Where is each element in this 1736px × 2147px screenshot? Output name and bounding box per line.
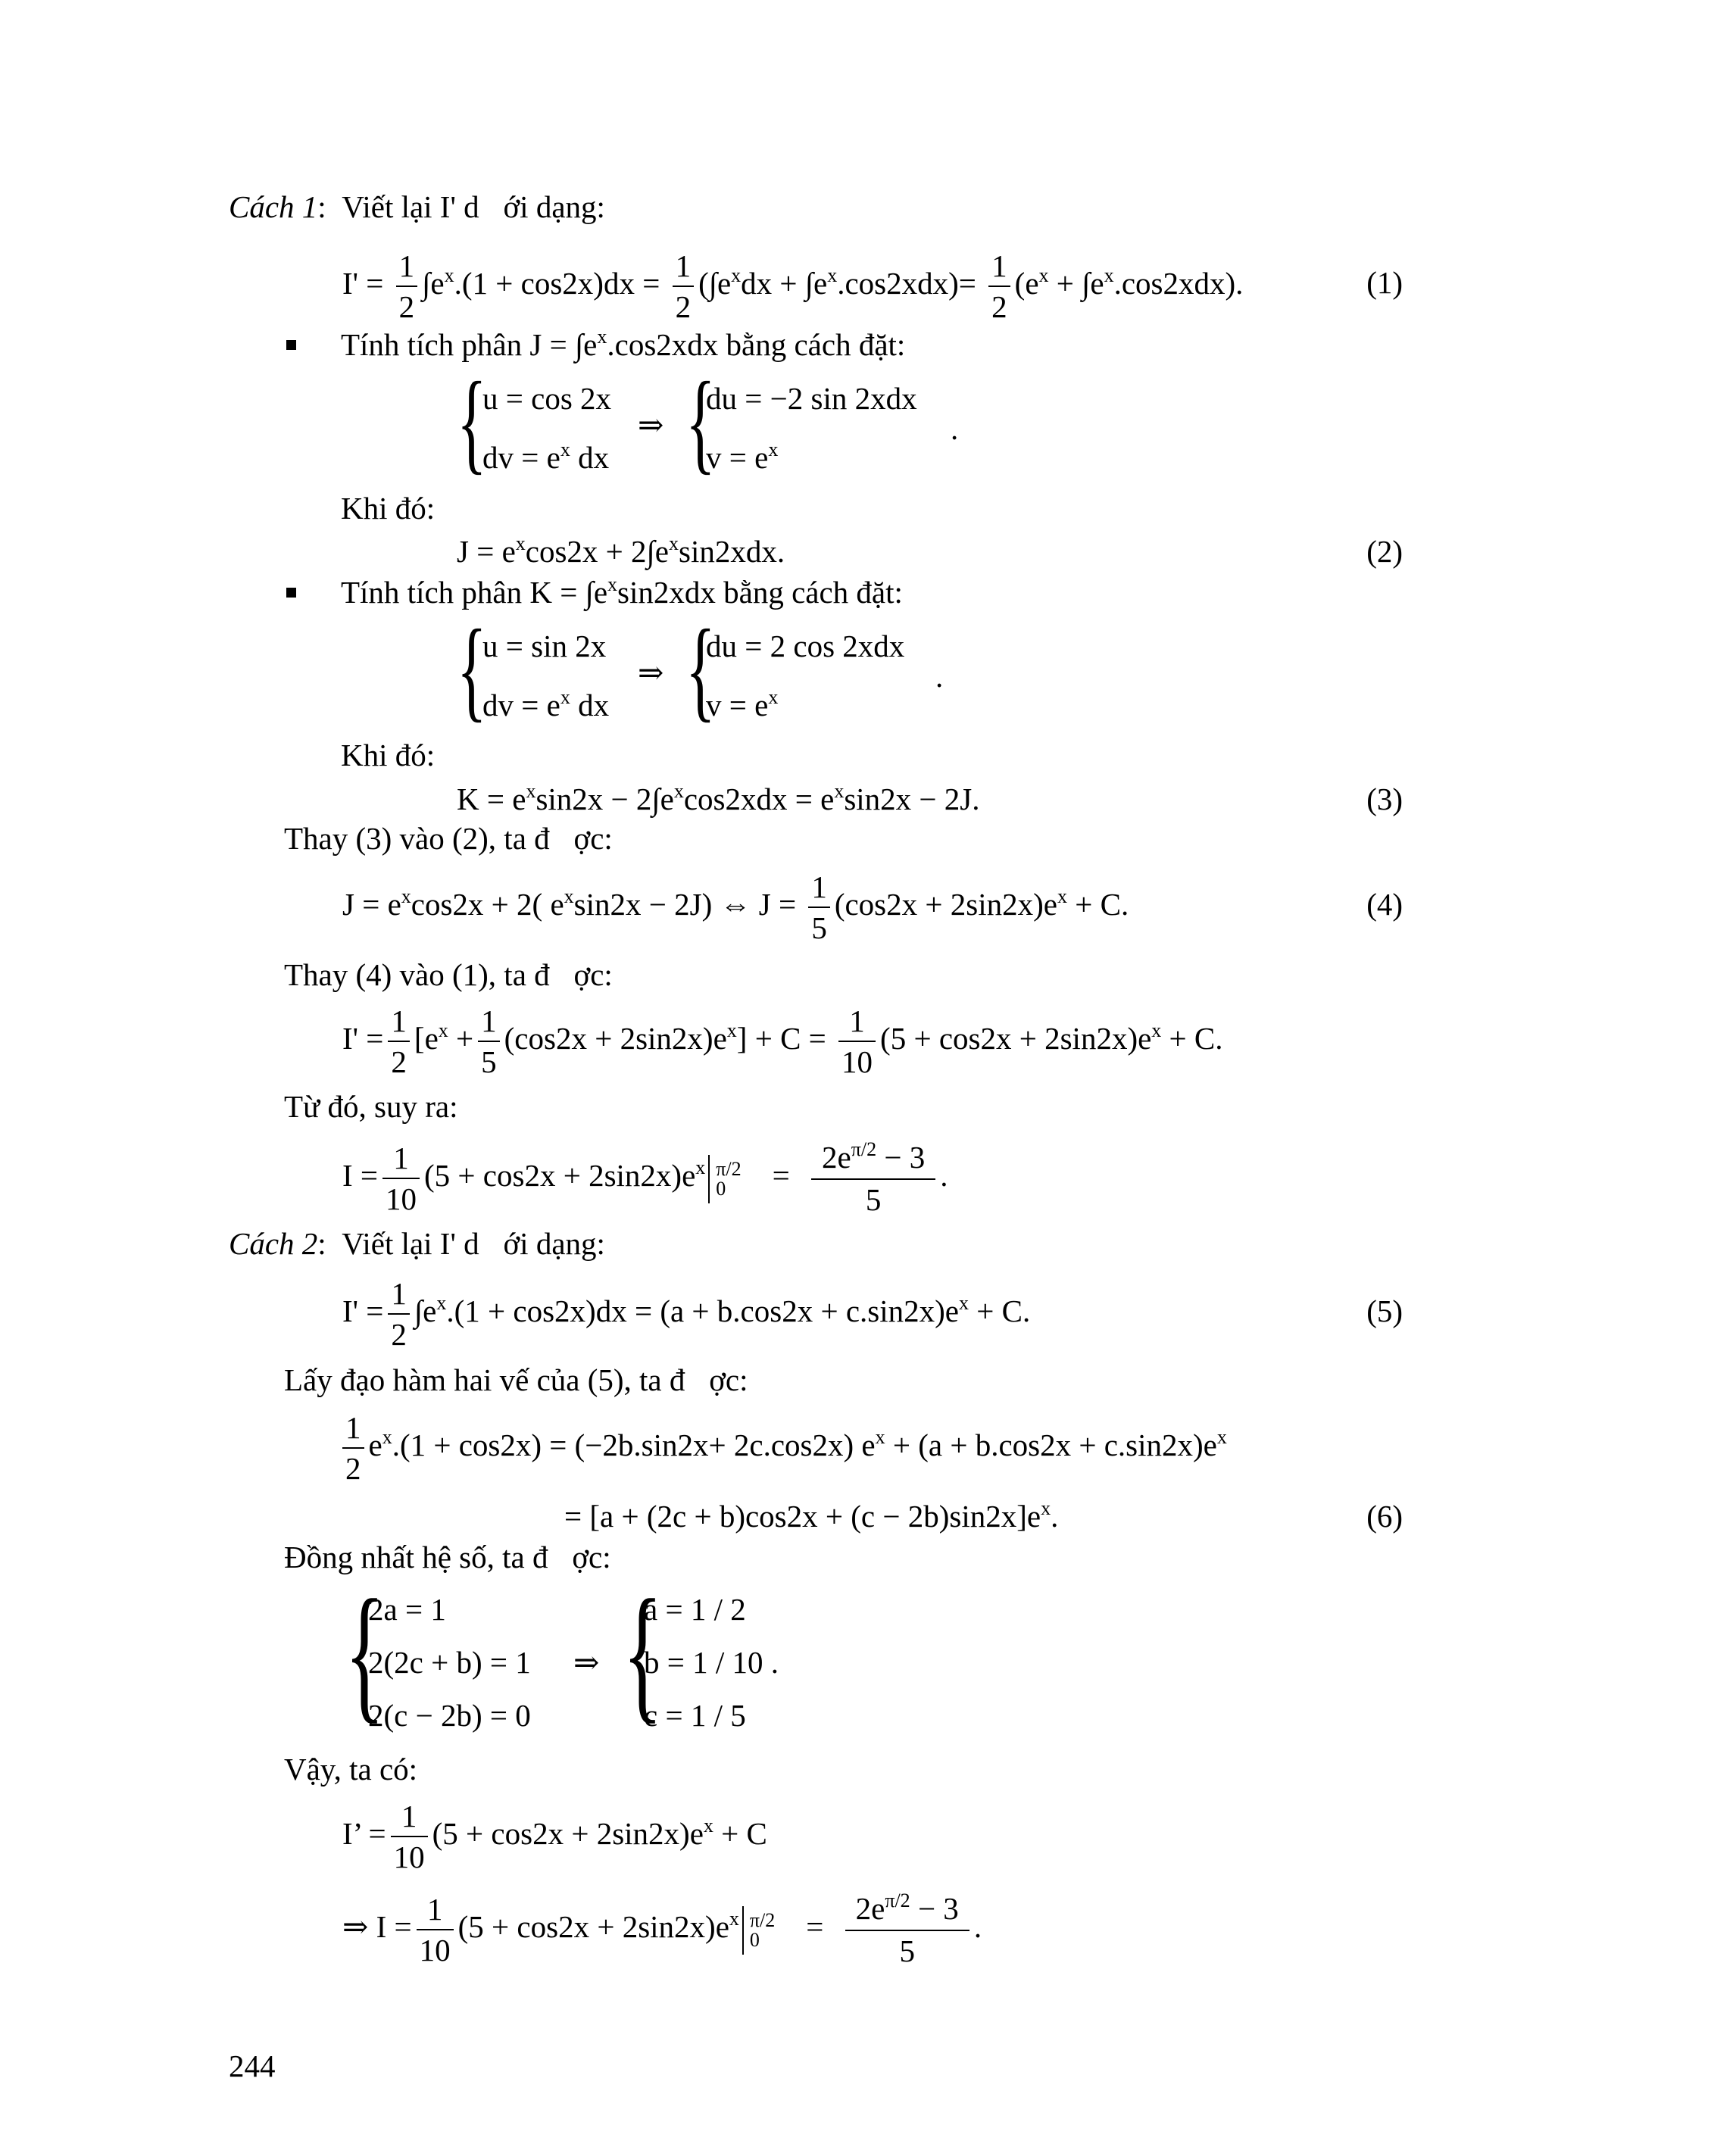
evaluation-bar: π/2 0 <box>708 1155 741 1203</box>
equation-6-line-2: = $[a + (2c + b)\cos 2x + (c - 2b)\sin 2x]e^x$. (6) <box>564 1497 1403 1534</box>
left-brace: { <box>457 359 487 485</box>
text-khi-do: Khi đó: <box>341 491 436 526</box>
method-1-heading-line: Cách 1: Viết lại I' d ới dạng: <box>229 189 605 224</box>
left-brace: { <box>457 607 487 732</box>
text-take-derivative: Lấy đạo hàm hai vế của (5), ta đ ợc: <box>284 1362 748 1397</box>
method-2-heading-line: Cách 2: Viết lại I' d ới dạng: <box>229 1226 605 1261</box>
equation-number: (6) <box>1366 1499 1403 1534</box>
left-brace: { <box>685 607 716 732</box>
bullet-integral-j: Tính tích phân $J = \int e^x.\cos 2xdx$ bằng cách đặt: <box>341 326 906 362</box>
equation-3: $K = e^x\sin 2x - 2\int e^x\cos 2xdx = e^x\sin 2x - 2J$. (3) <box>457 780 1403 816</box>
method-2-label: Cách 2 <box>229 1226 318 1261</box>
equation-number: (5) <box>1366 1294 1403 1328</box>
equation-number: (2) <box>1366 534 1403 569</box>
implies-arrow: ⇒ <box>638 407 664 442</box>
equation-1: I' = $\frac{1}{2}$ $\int e^x.(1 + \cos 2x)dx$ = $\frac{1}{2}$ $(\int e^xdx + \int e^x.\cos 2xdx)=$ $\frac{1}{2}$ $(e^x + \int e^x.\cos 2xdx)$. (1) <box>342 248 1403 325</box>
page-number: 244 <box>229 2049 276 2083</box>
implies-arrow: ⇒ <box>638 655 664 690</box>
equation-5: I' = $\frac{1}{2}$ $\int e^x.(1 + \cos 2x)dx = (a + b.\cos 2x + c.\sin 2x)e^x + C$. (5) <box>342 1276 1403 1353</box>
fraction: $\frac{1}{2}$ <box>988 248 1010 325</box>
method-1-label: Cách 1 <box>229 189 318 224</box>
text-tu-do-suy-ra: Từ đó, suy ra: <box>284 1089 458 1124</box>
bullet-square-icon <box>286 588 296 598</box>
method-1-intro: Viết lại I' d ới dạng: <box>342 189 605 224</box>
equation-final-i-prime: I’ = $\frac{1}{10}$ $(5 + \cos 2x + 2\sin 2x)e^x + C$ <box>342 1799 767 1875</box>
fraction: $\frac{1}{5}$ <box>808 869 830 946</box>
equation-4: $J = e^x\cos 2x + 2$( $e^x\sin 2x - 2J$) ⇔ J = $\frac{1}{5}$ $(\cos 2x + 2\sin 2x)e^x + C$. (4) <box>342 869 1403 946</box>
method-2-intro: Viết lại I' d ới dạng: <box>342 1226 605 1261</box>
equation-i-prime: I' = $\frac{1}{2}$ [$e^x$ + $\frac{1}{5}$ $(\cos 2x + 2\sin 2x)e^x] + C$ = $\frac{1}{10}$ $(5 + \cos 2x + 2\sin 2x)e^x + C$. <box>342 1003 1223 1080</box>
bullet-integral-k: Tính tích phân $K = \int e^x\sin 2xdx$ bằng cách đặt: <box>341 573 903 610</box>
equation-6-line-1: $\frac{1}{2}$ $e^x.(1 + \cos 2x) = (-2b.\sin 2x+ 2c.\cos 2x) e^x + (a + b.\cos 2x + c.\sin 2x)e^x$ <box>342 1410 1227 1487</box>
equation-2: $J = e^x\cos 2x + 2\int e^x\sin 2xdx$. (2) <box>457 532 1403 569</box>
left-brace: { <box>623 1569 663 1737</box>
text-identify-coefficients: Đồng nhất hệ số, ta đ ợc: <box>284 1540 611 1574</box>
equation-final-i: ⇒ I = $\frac{1}{10}$ $(5 + \cos 2x + 2\sin 2x)e^x$ π/2 0 = $\frac{2e^{\pi/2} - 3}{5}$ . <box>342 1890 982 1969</box>
bullet-square-icon <box>286 340 296 350</box>
text-substitute-3-into-2: Thay (3) vào (2), ta đ ợc: <box>284 821 613 856</box>
fraction: $\frac{1}{2}$ <box>396 248 418 325</box>
equation-number: (3) <box>1366 782 1403 816</box>
text-therefore: Vậy, ta có: <box>284 1752 418 1787</box>
left-brace: { <box>685 359 716 485</box>
implies-arrow: ⇒ <box>573 1645 600 1680</box>
left-brace: { <box>345 1569 385 1737</box>
equation-number: (1) <box>1366 265 1403 300</box>
text-khi-do: Khi đó: <box>341 738 436 772</box>
equation-i-result-1: I = $\frac{1}{10}$ $(5 + \cos 2x + 2\sin 2x)e^x$ π/2 0 = $\frac{2e^{\pi/2} - 3}{5}$ . <box>342 1138 948 1218</box>
fraction: $\frac{1}{2}$ <box>673 248 695 325</box>
text-substitute-4-into-1: Thay (4) vào (1), ta đ ợc: <box>284 957 613 992</box>
equation-number: (4) <box>1366 887 1403 922</box>
evaluation-bar: π/2 0 <box>742 1906 775 1955</box>
